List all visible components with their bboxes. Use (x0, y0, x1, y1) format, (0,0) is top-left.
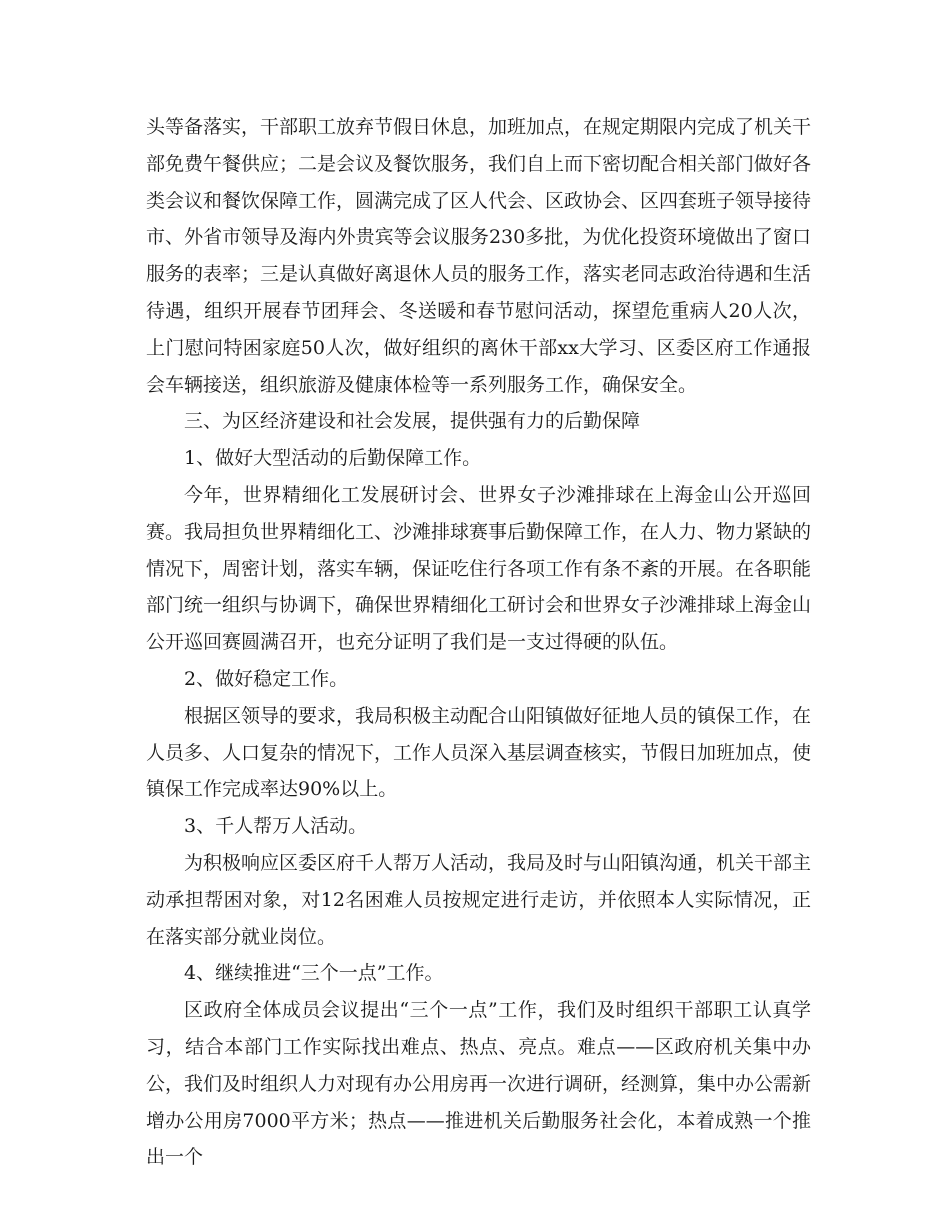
section-heading-logistics-support: 三、为区经济建设和社会发展，提供强有力的后勤保障 (184, 410, 641, 433)
paragraph-thousand-help-ten-thousand: 为积极响应区委区府千人帮万人活动，我局及时与山阳镇沟通，机关干部主动承担帮困对象，对12名困难人员按规定进行走访，并依照本人实际情况，正在落实部分就业岗位。 (146, 851, 812, 948)
paragraph-three-points: 区政府全体成员会议提出“三个一点”工作，我们及时组织干部职工认真学习，结合本部门工作实际找出难点、热点、亮点。难点——区政府机关集中办公，我们及时组织人力对现有办公用房再一次进行调研，经测算，集中办公需新增办公用房7000平方米；热点——推进机关后勤服务社会化，本着成熟一个推出一个 (146, 999, 812, 1169)
subheading-thousand-help-ten-thousand: 3、千人帮万人活动。 (184, 815, 368, 838)
document-page (146, 109, 811, 1176)
paragraph-major-events: 今年，世界精细化工发展研讨会、世界女子沙滩排球在上海金山公开巡回赛。我局担负世界精细化工、沙滩排球赛事后勤保障工作，在人力、物力紧缺的情况下，周密计划，落实车辆，保证吃住行各项工作有条不紊的开展。在各职能部门统一组织与协调下，确保世界精细化工研讨会和世界女子沙滩排球上海金山公开巡回赛圆满召开，也充分证明了我们是一支过得硬的队伍。 (146, 483, 812, 654)
subheading-three-points: 4、继续推进“三个一点”工作。 (184, 962, 444, 985)
paragraph-canteen-meeting-retiree-services: 头等备落实，干部职工放弃节假日休息，加班加点，在规定期限内完成了机关干部免费午餐供应；二是会议及餐饮服务，我们自上而下密切配合相关部门做好各类会议和餐饮保障工作，圆满完成了区人代会、区政协会、区四套班子领导接待市、外省市领导及海内外贵宾等会议服务230多批，为优化投资环境做出了窗口服务的表率；三是认真做好离退休人员的服务工作，落实老同志政治待遇和生活待遇，组织开展春节团拜会、冬送暖和春节慰问活动，探望危重病人20人次，上门慰问特困家庭50人次，做好组织的离休干部xx大学习、区委区府工作通报会车辆接送，组织旅游及健康体检等一系列服务工作，确保安全。 (146, 116, 812, 396)
subheading-major-events: 1、做好大型活动的后勤保障工作。 (184, 447, 482, 470)
paragraph-stability-work: 根据区领导的要求，我局积极主动配合山阳镇做好征地人员的镇保工作，在人员多、人口复杂的情况下，工作人员深入基层调查核实，节假日加班加点，使镇保工作完成率达90%以上。 (146, 704, 812, 801)
subheading-stability-work: 2、做好稳定工作。 (184, 667, 349, 690)
